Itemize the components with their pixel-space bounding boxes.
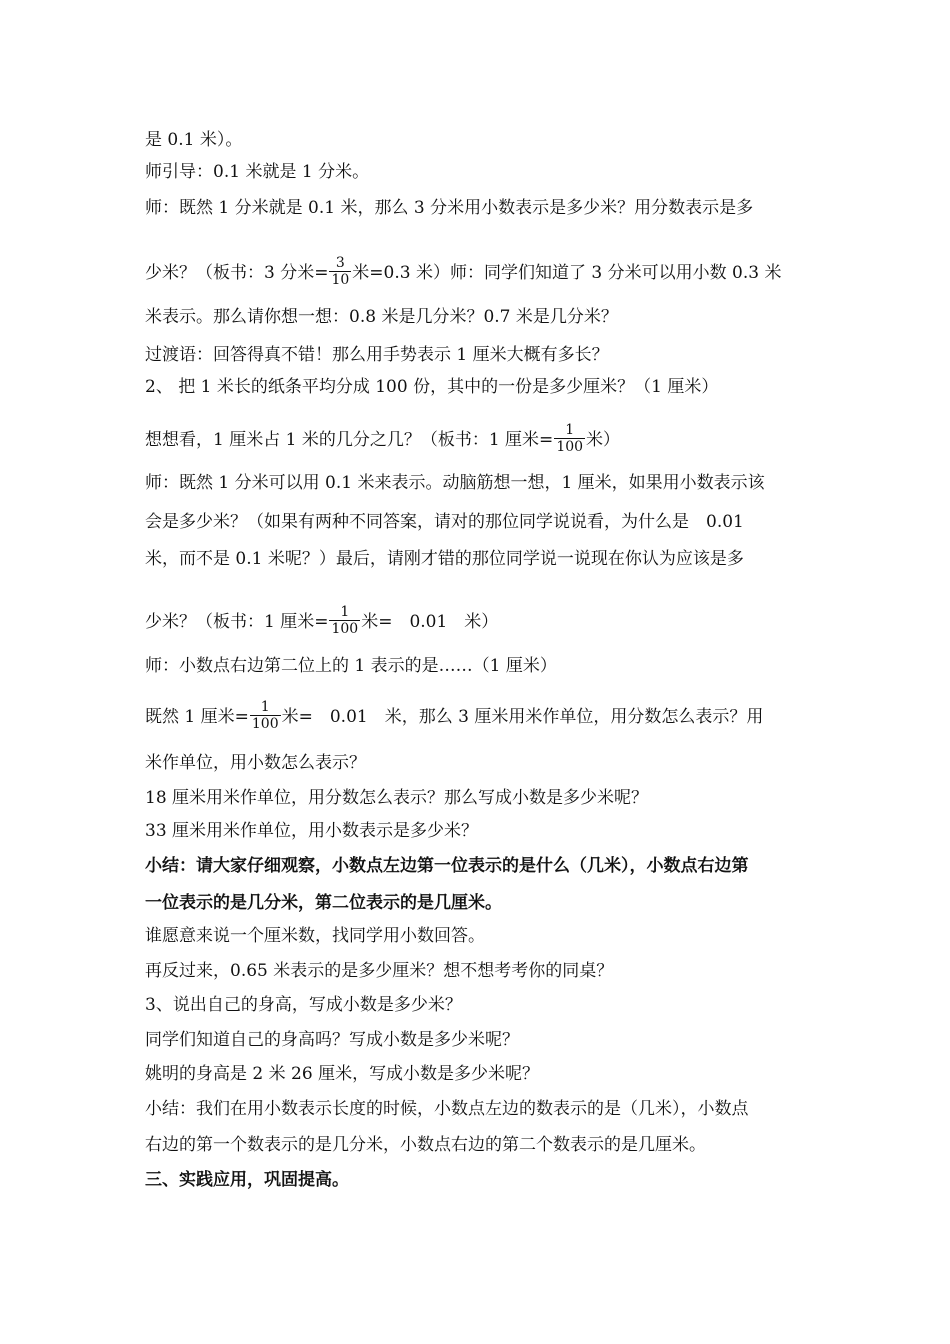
text-line: 是 0.1 米）。 xyxy=(145,130,243,150)
text-line: 右边的第一个数表示的是几分米，小数点右边的第二个数表示的是几厘米。 xyxy=(145,1135,706,1155)
text-line: 姚明的身高是 2 米 26 厘米，写成小数是多少米呢？ xyxy=(145,1064,540,1084)
fraction: $\frac{1}{100}$ xyxy=(331,604,359,637)
summary-line: 一位表示的是几分米，第二位表示的是几厘米。 xyxy=(145,893,502,913)
text-line-with-fraction: 想想看，1 厘米占 1 米的几分之几？（板书：1 厘米= $\frac{1}{100}$ 米） xyxy=(145,422,621,455)
text-line: 会是多少米？（如果有两种不同答案，请对的那位同学说说看，为什么是 0.01 xyxy=(145,512,744,532)
text-line: 2、 把 1 米长的纸条平均分成 100 份，其中的一份是多少厘米？（1 厘米） xyxy=(145,377,719,397)
text-line: 米表示。那么请你想一想：0.8 米是几分米？0.7 米是几分米？ xyxy=(145,307,618,327)
fraction: $\frac{1}{100}$ xyxy=(251,699,279,732)
text-line: 谁愿意来说一个厘米数，找同学用小数回答。 xyxy=(145,926,485,946)
fraction: $\frac{3}{10}$ xyxy=(331,255,350,288)
text-line: 小结：我们在用小数表示长度的时候，小数点左边的数表示的是（几米），小数点 xyxy=(145,1099,749,1119)
text-line: 18 厘米用米作单位，用分数怎么表示？那么写成小数是多少米呢？ xyxy=(145,788,649,808)
text-line: 同学们知道自己的身高吗？写成小数是多少米呢？ xyxy=(145,1030,519,1050)
text-line-with-fraction: 少米？（板书：1 厘米= $\frac{1}{100}$ 米= 0.01 米） xyxy=(145,604,499,637)
text-line: 师：小数点右边第二位上的 1 表示的是……（1 厘米） xyxy=(145,656,557,676)
fraction: $\frac{1}{100}$ xyxy=(556,422,584,455)
text-line-with-fraction: 既然 1 厘米= $\frac{1}{100}$ 米= 0.01 米，那么 3 厘米用米作单位，用分数怎么表示？用 xyxy=(145,699,764,732)
section-heading: 三、实践应用，巩固提高。 xyxy=(145,1170,349,1190)
text-line: 再反过来，0.65 米表示的是多少厘米？想不想考考你的同桌？ xyxy=(145,961,614,981)
text-line: 师引导：0.1 米就是 1 分米。 xyxy=(145,162,370,182)
text-line: 米，而不是 0.1 米呢？）最后，请刚才错的那位同学说一说现在你认为应该是多 xyxy=(145,549,744,569)
text-line: 过渡语：回答得真不错！那么用手势表示 1 厘米大概有多长？ xyxy=(145,345,609,365)
summary-line: 小结：请大家仔细观察，小数点左边第一位表示的是什么（几米），小数点右边第 xyxy=(145,856,749,876)
text-line: 3、说出自己的身高，写成小数是多少米？ xyxy=(145,995,462,1015)
text-line: 师：既然 1 分米可以用 0.1 米来表示。动脑筋想一想，1 厘米，如果用小数表示该 xyxy=(145,473,765,493)
text-line: 师：既然 1 分米就是 0.1 米，那么 3 分米用小数表示是多少米？用分数表示是多 xyxy=(145,198,754,218)
text-line: 33 厘米用米作单位，用小数表示是多少米？ xyxy=(145,821,479,841)
text-line: 米作单位，用小数怎么表示？ xyxy=(145,753,366,773)
text-line-with-fraction: 少米？（板书：3 分米= $\frac{3}{10}$ 米=0.3 米）师：同学们知道了 3 分米可以用小数 0.3 米 xyxy=(145,255,782,288)
